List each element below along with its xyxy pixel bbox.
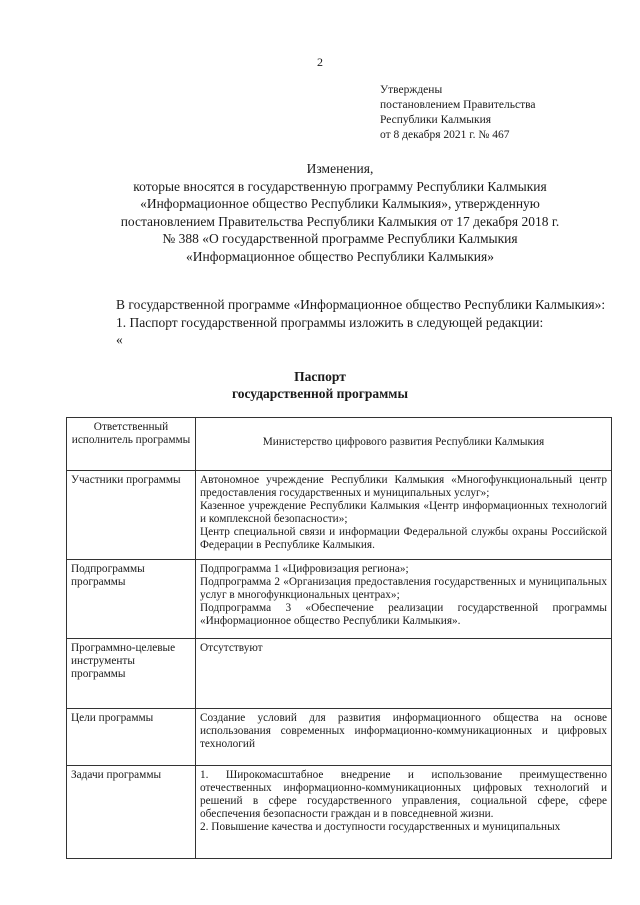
intro-text	[74, 296, 614, 349]
approval-line: Республики Калмыкия	[380, 114, 492, 126]
intro-paragraph: В государственной программе «Информационное общество Республики Калмыкия»:	[116, 297, 606, 312]
value-paragraph: Подпрограмма 3 «Обеспечение реализации государственной программы «Информационное общество Республики Калмыкия».	[200, 602, 607, 627]
value-paragraph: Автономное учреждение Республики Калмыкия «Многофункциональный центр предоставления государственных и муниципальных услуг»;	[200, 474, 607, 499]
passport-title	[0, 368, 640, 402]
row-value	[196, 471, 612, 560]
approval-stamp	[380, 83, 536, 143]
table-row	[67, 471, 612, 560]
table-row	[67, 766, 612, 859]
approval-line: постановлением Правительства	[380, 99, 536, 111]
approval-line: Утверждены	[380, 84, 443, 96]
row-value	[196, 418, 612, 471]
value-paragraph: Отсутствуют	[200, 642, 263, 654]
document-heading	[60, 160, 620, 266]
row-label: Цели программы	[67, 709, 196, 766]
value-paragraph: Создание условий для развития информационного общества на основе использования современных информационно-коммуникационных и цифровых технологий	[200, 712, 607, 750]
heading-line: постановлением Правительства Республики Калмыкия от 17 декабря 2018 г.	[120, 213, 560, 229]
table-row	[67, 560, 612, 639]
row-label: Участники программы	[67, 471, 196, 560]
approval-line: от 8 декабря 2021 г. № 467	[380, 129, 510, 141]
value-paragraph: 2. Повышение качества и доступности государственных и муниципальных	[200, 821, 561, 833]
passport-table	[66, 417, 612, 859]
value-paragraph: Казенное учреждение Республики Калмыкия «Центр информационных технологий и комплексной безопасности»;	[200, 500, 607, 525]
heading-line: № 388 «О государственной программе Республики Калмыкия	[162, 231, 518, 247]
row-value	[196, 709, 612, 766]
table-row	[67, 639, 612, 709]
heading-line: «Информационное общество Республики Калмыкия», утвержденную	[140, 196, 540, 212]
row-label: Программно-целевые инструменты программы	[67, 639, 196, 709]
passport-title-line: Паспорт	[294, 369, 346, 384]
row-value	[196, 639, 612, 709]
row-value	[196, 560, 612, 639]
value-paragraph: 1. Широкомасштабное внедрение и использование преимущественно отечественных информационно-коммуникационных цифровых технологий и решений в сфере государственного управления, социальной сфере, сфере обеспечения безопасности граждан и в повседневной жизни.	[200, 769, 607, 820]
heading-line: Изменения,	[306, 161, 374, 176]
value-paragraph: Подпрограмма 2 «Организация предоставления государственных и муниципальных услуг в многофункциональных центрах»;	[200, 576, 607, 601]
intro-paragraph: 1. Паспорт государственной программы изложить в следующей редакции:	[116, 314, 544, 330]
row-label: Ответственный исполнитель программы	[67, 418, 196, 471]
value-paragraph: Центр специальной связи и информации Федеральной службы охраны Российской Федерации в Республике Калмыкия.	[200, 526, 607, 551]
value-paragraph: Подпрограмма 1 «Цифровизация региона»;	[200, 563, 409, 575]
row-label: Подпрограммы программы	[67, 560, 196, 639]
table-row	[67, 709, 612, 766]
value-paragraph: Министерство цифрового развития Республики Калмыкия	[262, 436, 545, 448]
heading-line: «Информационное общество Республики Калмыкия»	[186, 248, 494, 264]
row-value	[196, 766, 612, 859]
opening-quote: «	[116, 332, 123, 347]
heading-line: которые вносятся в государственную программу Республики Калмыкия	[133, 178, 547, 194]
page-number: 2	[317, 55, 323, 69]
passport-title-line: государственной программы	[231, 386, 409, 401]
row-label: Задачи программы	[67, 766, 196, 859]
table-row	[67, 418, 612, 471]
